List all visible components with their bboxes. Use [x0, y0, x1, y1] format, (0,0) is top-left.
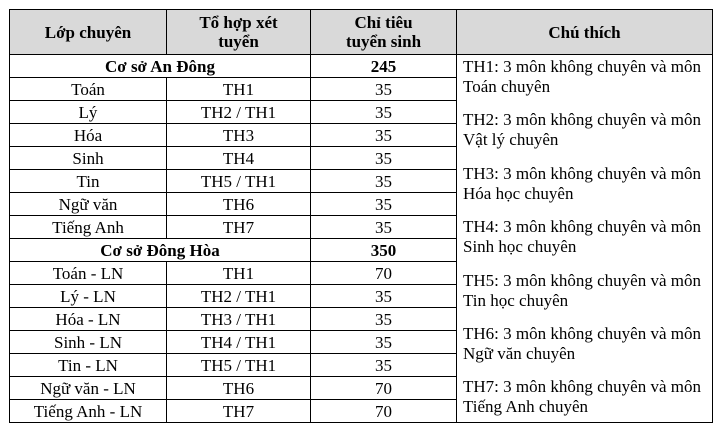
note-item: TH6: 3 môn không chuyên và môn Ngữ văn chuyên [463, 323, 701, 363]
table-body [10, 55, 713, 423]
quota-cell: 35 [311, 170, 457, 193]
quota-cell: 35 [311, 78, 457, 101]
header-combination-line2: tuyển [218, 32, 259, 51]
admission-quota-table [9, 9, 713, 423]
campus-total-quota: 350 [311, 239, 457, 262]
campus-total-quota: 245 [311, 55, 457, 78]
class-cell: Tiếng Anh - LN [10, 400, 167, 423]
class-cell: Sinh [10, 147, 167, 170]
header-combination [167, 10, 311, 55]
note-item: TH4: 3 môn không chuyên và môn Sinh học chuyên [463, 217, 701, 257]
class-cell: Sinh - LN [10, 331, 167, 354]
combination-cell: TH1 [167, 262, 311, 285]
header-quota [311, 10, 457, 55]
combination-cell: TH2 / TH1 [167, 101, 311, 124]
quota-cell: 35 [311, 101, 457, 124]
quota-cell: 70 [311, 400, 457, 423]
note-item: TH7: 3 môn không chuyên và môn Tiếng Anh chuyên [463, 377, 701, 417]
group-row [10, 55, 713, 78]
class-cell: Ngữ văn - LN [10, 377, 167, 400]
campus-name: Cơ sở An Đông [10, 55, 311, 78]
class-cell: Tiếng Anh [10, 216, 167, 239]
combination-cell: TH5 / TH1 [167, 354, 311, 377]
class-cell: Ngữ văn [10, 193, 167, 216]
class-cell: Toán [10, 78, 167, 101]
header-note: Chú thích [457, 10, 713, 55]
class-cell: Lý [10, 101, 167, 124]
quota-cell: 35 [311, 331, 457, 354]
quota-cell: 35 [311, 193, 457, 216]
combination-cell: TH3 / TH1 [167, 308, 311, 331]
campus-name: Cơ sở Đông Hòa [10, 239, 311, 262]
combination-cell: TH5 / TH1 [167, 170, 311, 193]
header-class: Lớp chuyên [10, 10, 167, 55]
note-item: TH1: 3 môn không chuyên và môn Toán chuyên [463, 57, 701, 96]
class-cell: Tin - LN [10, 354, 167, 377]
note-item: TH2: 3 môn không chuyên và môn Vật lý chuyên [463, 110, 701, 150]
note-item: TH5: 3 môn không chuyên và môn Tin học chuyên [463, 270, 701, 310]
header-quota-line2: tuyển sinh [345, 32, 422, 51]
notes-cell [457, 55, 713, 423]
combination-cell: TH7 [167, 400, 311, 423]
combination-cell: TH4 [167, 147, 311, 170]
quota-cell: 35 [311, 147, 457, 170]
class-cell: Lý - LN [10, 285, 167, 308]
quota-cell: 70 [311, 262, 457, 285]
quota-cell: 35 [311, 308, 457, 331]
quota-cell: 70 [311, 377, 457, 400]
header-row [10, 10, 713, 55]
combination-cell: TH2 / TH1 [167, 285, 311, 308]
quota-cell: 35 [311, 216, 457, 239]
class-cell: Toán - LN [10, 262, 167, 285]
combination-cell: TH6 [167, 377, 311, 400]
note-item: TH3: 3 môn không chuyên và môn Hóa học chuyên [463, 163, 701, 203]
quota-cell: 35 [311, 354, 457, 377]
header-combination-line1: Tổ hợp xét [199, 13, 278, 32]
combination-cell: TH6 [167, 193, 311, 216]
combination-cell: TH1 [167, 78, 311, 101]
class-cell: Tin [10, 170, 167, 193]
combination-cell: TH7 [167, 216, 311, 239]
header-quota-line1: Chỉ tiêu [354, 13, 413, 32]
quota-cell: 35 [311, 285, 457, 308]
combination-cell: TH3 [167, 124, 311, 147]
class-cell: Hóa [10, 124, 167, 147]
class-cell: Hóa - LN [10, 308, 167, 331]
combination-cell: TH4 / TH1 [167, 331, 311, 354]
quota-cell: 35 [311, 124, 457, 147]
